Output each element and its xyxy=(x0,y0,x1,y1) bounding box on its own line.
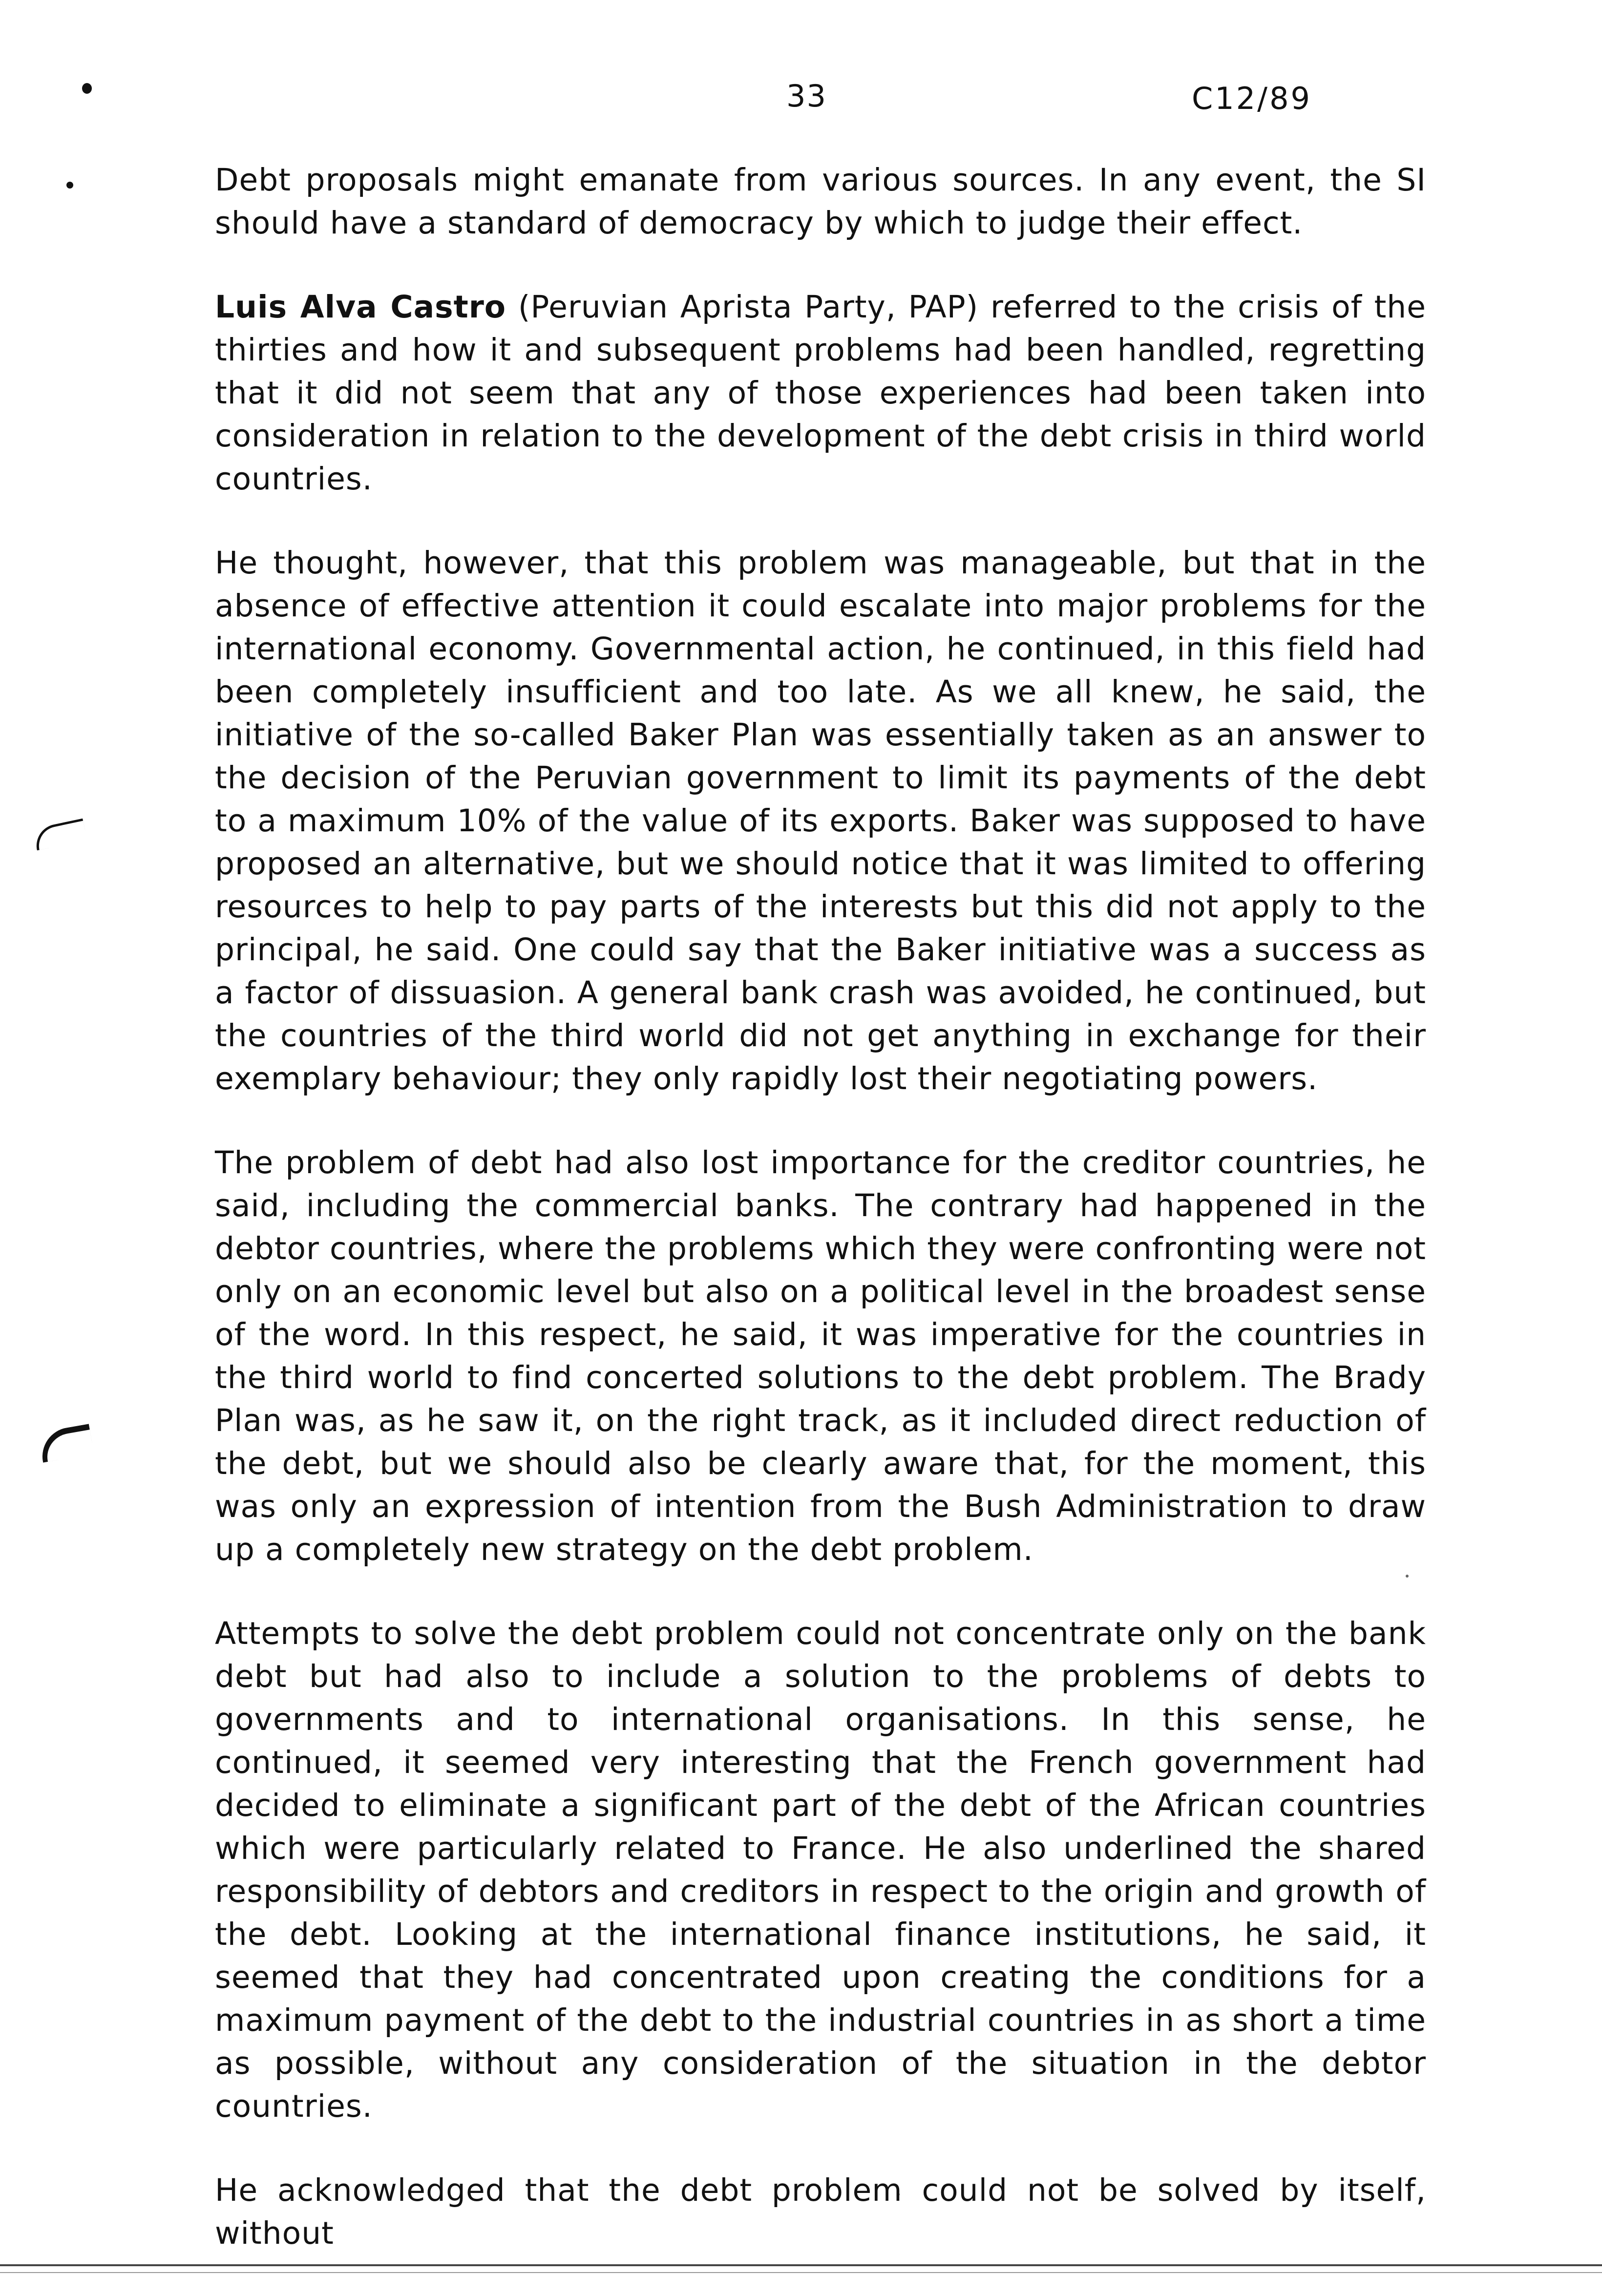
paragraph: Debt proposals might emanate from various sources. In any event, the SI should have a standard of democracy by which to judge their effect. xyxy=(215,162,1426,241)
paragraph: He acknowledged that the debt problem could not be solved by itself, without xyxy=(215,2172,1426,2251)
margin-bracket-mark xyxy=(38,1424,94,1462)
speaker-name: Luis Alva Castro xyxy=(215,289,506,325)
paragraph: Attempts to solve the debt problem could not concentrate only on the bank debt but had also to include a solution to the problems of debts to governments and to international organisations. In this sense, he continued, it seemed very interesting that the French government had decided to eliminate a significant part of the debt of the African countries which were particularly related to France. He also underlined the shared responsibility of debtors and creditors in respect to the origin and growth of the debt. Looking at the international finance institutions, he said, it seemed that they had concentrated upon creating the conditions for a maximum payment of the debt to the industrial countries in as short a time as possible, without any consideration of the situation in the debtor countries. xyxy=(215,1616,1426,2124)
document-body xyxy=(215,159,1426,2296)
page-number: 33 xyxy=(786,78,827,114)
margin-bracket-mark xyxy=(32,819,87,851)
paragraph xyxy=(215,286,1426,501)
margin-dot-mark xyxy=(82,83,92,94)
paragraph-text: (Peruvian Aprista Party, PAP) referred to the crisis of the thirties and how it and subsequent problems had been handled, regretting that it did not seem that any of those experiences had been taken into consideration in relation to the development of the debt crisis in third world countries. xyxy=(215,289,1426,497)
footer-rule xyxy=(0,2264,1602,2266)
footer-rule xyxy=(0,2272,1602,2273)
margin-dot-mark xyxy=(66,182,73,189)
paragraph: He thought, however, that this problem was manageable, but that in the absence of effective attention it could escalate into major problems for the international economy. Governmental action, he continued, in this field had been completely insufficient and too late. As we all knew, he said, the initiative of the so-called Baker Plan was essentially taken as an answer to the decision of the Peruvian government to limit its payments of the debt to a maximum 10% of the value of its exports. Baker was supposed to have proposed an alternative, but we should notice that it was limited to offering resources to help to pay parts of the interests but this did not apply to the principal, he said. One could say that the Baker initiative was a success as a factor of dissuasion. A general bank crash was avoided, he continued, but the countries of the third world did not get anything in exchange for their exemplary behaviour; they only rapidly lost their negotiating powers. xyxy=(215,545,1426,1096)
paragraph: The problem of debt had also lost importance for the creditor countries, he said, including the commercial banks. The contrary had happened in the debtor countries, where the problems which they were confronting were not only on an economic level but also on a political level in the broadest sense of the word. In this respect, he said, it was imperative for the countries in the third world to find concerted solutions to the debt problem. The Brady Plan was, as he saw it, on the right track, as it included direct reduction of the debt, but we should also be clearly aware that, for the moment, this was only an expression of intention from the Bush Administration to draw up a completely new strategy on the debt problem. xyxy=(215,1145,1426,1567)
document-reference: C12/89 xyxy=(1192,81,1312,116)
